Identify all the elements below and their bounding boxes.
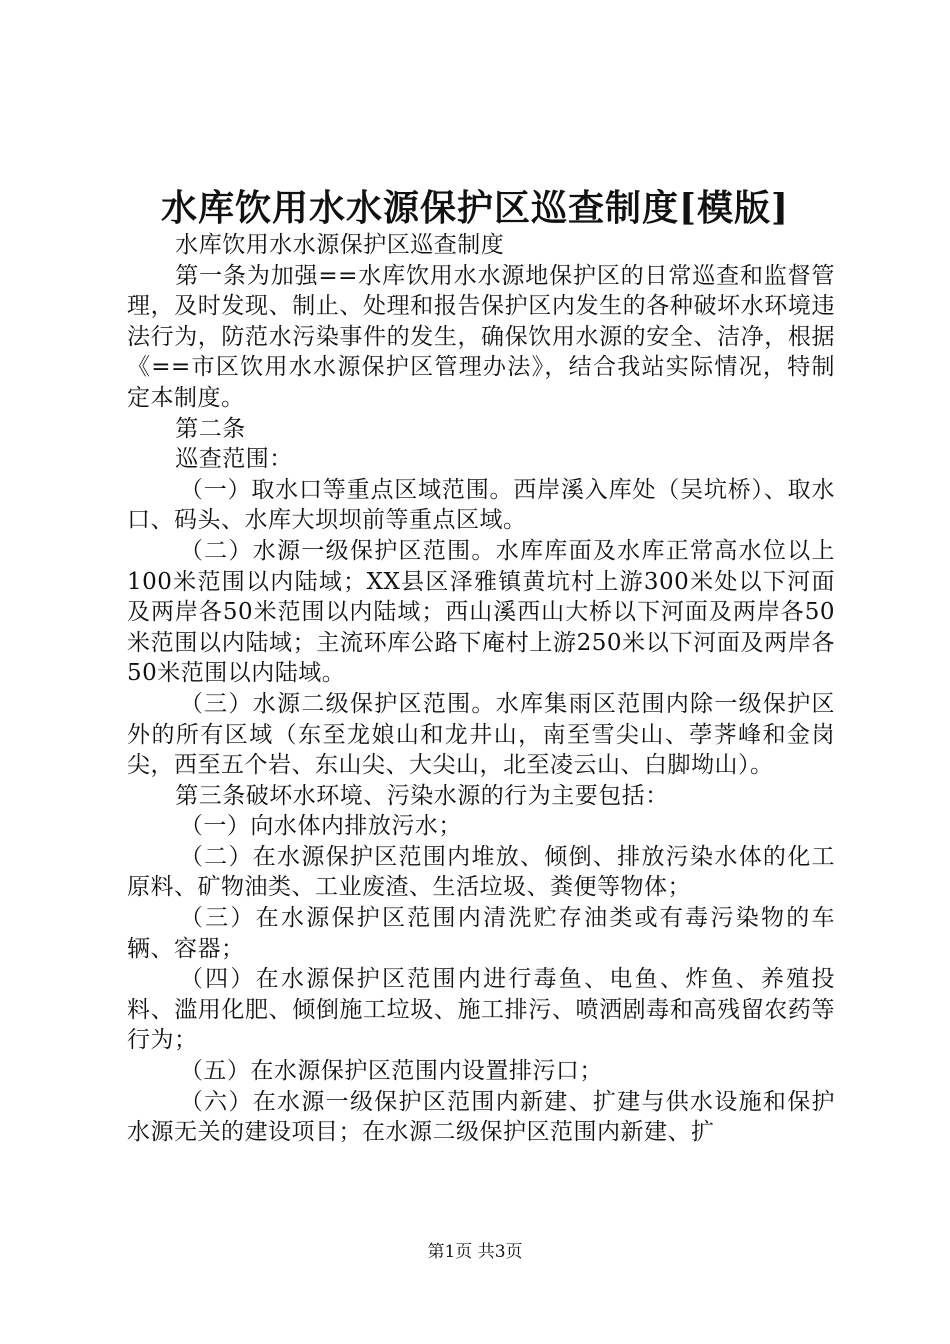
page-number: 第1页 共3页 [427, 1242, 523, 1262]
document-body [127, 230, 835, 1148]
paragraph-scope-3: （三）水源二级保护区范围。水库集雨区范围内除一级保护区外的所有区域（东至龙娘山和龙井山，南至雪尖山、荸荠峰和金岗尖，西至五个岩、东山尖、大尖山，北至凌云山、白脚坳山）。 [127, 690, 835, 779]
paragraph-subtitle: 水库饮用水水源保护区巡查制度 [175, 232, 505, 258]
paragraph-article-2: 第二条 [175, 415, 246, 442]
paragraph-article-1: 第一条为加强==水库饮用水水源地保护区的日常巡查和监督管理，及时发现、制止、处理和报告保护区内发生的各种破坏水环境违法行为，防范水污染事件的发生，确保饮用水源的安全、洁净，根据《==市区饮用水水源保护区管理办法》，结合我站实际情况，特制定本制度。 [127, 262, 835, 411]
paragraph-scope-1: （一）取水口等重点区域范围。西岸溪入库处（吴坑桥）、取水口、码头、水库大坝坝前等重点区域。 [127, 476, 835, 534]
paragraph-article-3: 第三条破坏水环境、污染水源的行为主要包括： [175, 782, 669, 809]
paragraph-scope-2: （二）水源一级保护区范围。水库库面及水库正常高水位以上100米范围以内陆域；XX县区泽雅镇黄坑村上游300米处以下河面及两岸各50米范围以内陆域；西山溪西山大桥以下河面及两岸各50米范围以内陆域；主流环库公路下庵村上游250米以下河面及两岸各50米范围以内陆域。 [127, 537, 835, 687]
paragraph-scope-heading: 巡查范围： [175, 446, 293, 473]
paragraph-behavior-6: （六）在水源一级保护区范围内新建、扩建与供水设施和保护水源无关的建设项目；在水源二级保护区范围内新建、扩 [127, 1088, 835, 1146]
paragraph-behavior-5: （五）在水源保护区范围内设置排污口； [179, 1058, 603, 1085]
paragraph-behavior-1: （一）向水体内排放污水； [179, 813, 462, 840]
paragraph-behavior-2: （二）在水源保护区范围内堆放、倾倒、排放污染水体的化工原料、矿物油类、工业废渣、生活垃圾、粪便等物体； [127, 843, 835, 901]
paragraph-behavior-4: （四）在水源保护区范围内进行毒鱼、电鱼、炸鱼、养殖投料、滥用化肥、倾倒施工垃圾、施工排污、喷洒剧毒和高残留农药等行为； [127, 966, 835, 1054]
document-title: 水库饮用水水源保护区巡查制度[模版] [160, 187, 790, 229]
paragraph-behavior-3: （三）在水源保护区范围内清洗贮存油类或有毒污染物的车辆、容器； [127, 905, 835, 962]
